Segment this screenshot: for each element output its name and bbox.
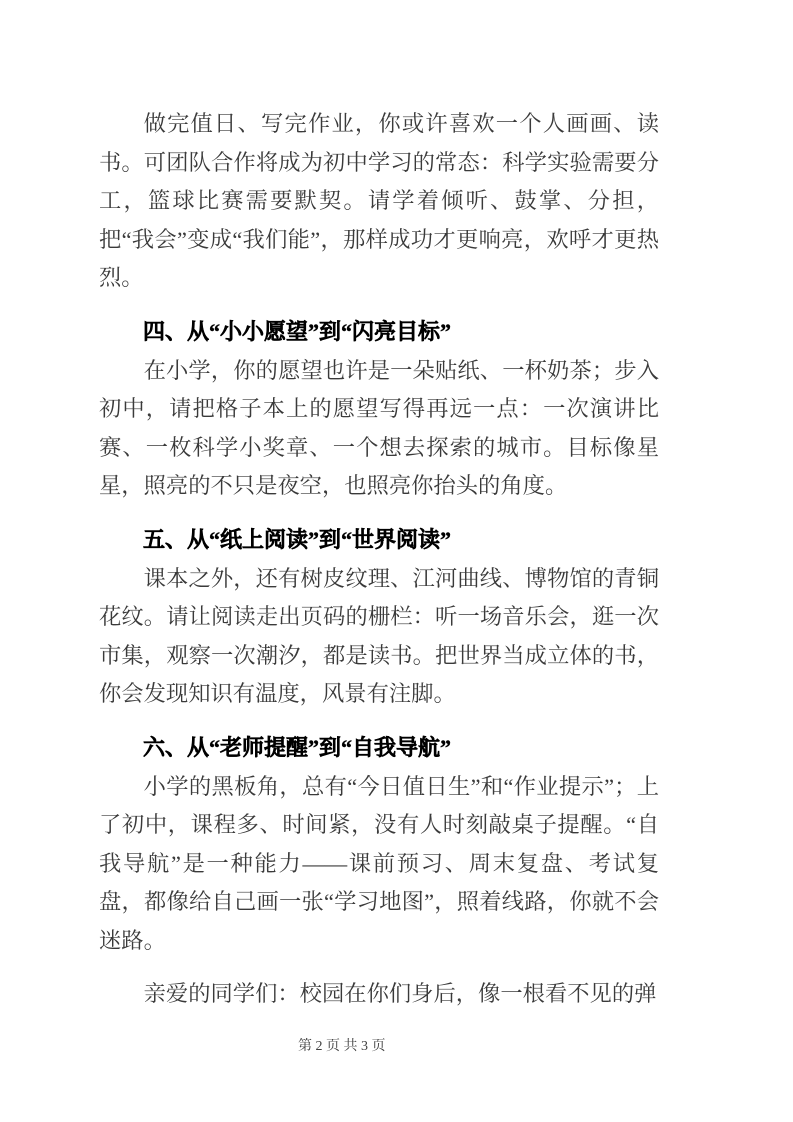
body-paragraph: 在小学，你的愿望也许是一朵贴纸、一杯奶茶；步入初中，请把格子本上的愿望写得再远一点：一次演讲比赛、一枚科学小奖章、一个想去探索的城市。目标像星星，照亮的不只是夜空，也照亮你抬头的角度。	[99, 357, 659, 499]
section-heading: 五、从“纸上阅读”到“世界阅读”	[143, 526, 452, 552]
body-paragraph: 小学的黑板角，总有“今日值日生”和“作业提示”；上了初中，课程多、时间紧，没有人时刻敲桌子提醒。“自我导航”是一种能力——课前预习、周末复盘、考试复盘，都像给自己画一张“学习地图”，照着线路，你就不会迷路。	[99, 773, 659, 953]
body-paragraph: 课本之外，还有树皮纹理、江河曲线、博物馆的青铜花纹。请让阅读走出页码的栅栏：听一场音乐会，逛一次市集，观察一次潮汐，都是读书。把世界当成立体的书，你会发现知识有温度，风景有注脚。	[99, 565, 659, 707]
section-heading: 四、从“小小愿望”到“闪亮目标”	[143, 318, 452, 344]
page-footer: 第 2 页 共 3 页	[298, 1039, 386, 1054]
section-heading: 六、从“老师提醒”到“自我导航”	[143, 734, 452, 760]
page-content	[99, 105, 659, 1014]
body-paragraph: 做完值日、写完作业，你或许喜欢一个人画画、读书。可团队合作将成为初中学习的常态：科学实验需要分工，篮球比赛需要默契。请学着倾听、鼓掌、分担，把“我会”变成“我们能”，那样成功才更响亮，欢呼才更热烈。	[99, 111, 659, 291]
body-paragraph-cutoff: 亲爱的同学们：校园在你们身后，像一根看不见的弹	[143, 981, 657, 1007]
